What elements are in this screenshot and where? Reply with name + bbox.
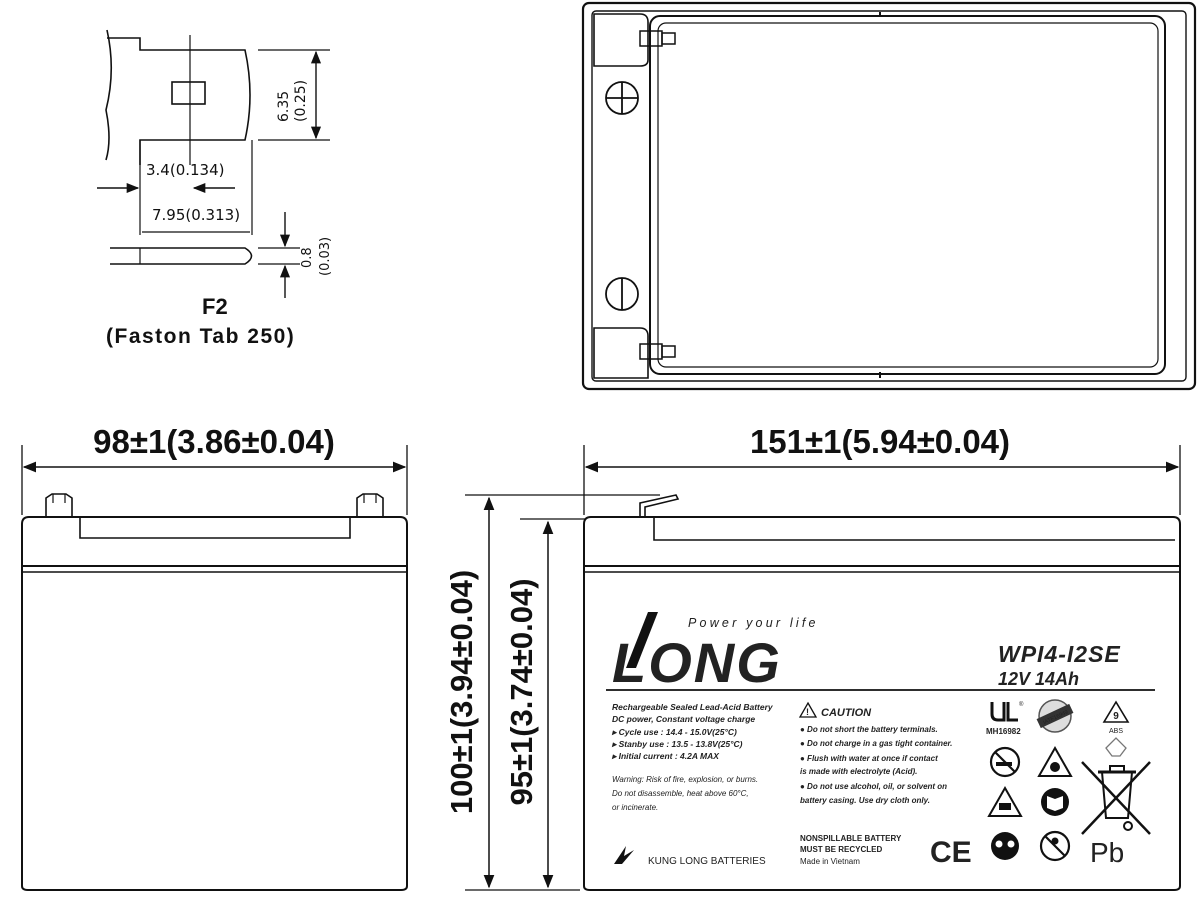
ul-recognized-icon: [992, 701, 1024, 720]
recycle-material: ABS: [1108, 728, 1124, 735]
description-line-1: Rechargeable Sealed Lead-Acid Battery: [612, 702, 773, 712]
recycle-number: 9: [1113, 711, 1119, 722]
explosive-gas-icon: [1039, 748, 1071, 776]
warning-line-1: Warning: Risk of fire, explosion, or burns.: [612, 775, 759, 784]
side-view-case: [22, 566, 407, 890]
case-height-dimension-label: 95±1(3.74±0.04): [504, 578, 539, 806]
side-view-terminal-left: [46, 494, 72, 517]
eye-protection-icon: [991, 832, 1019, 860]
top-view-outer-case: [583, 3, 1195, 389]
brand-tagline: Power your life: [688, 616, 819, 630]
terminal-code-label: F2: [202, 294, 228, 319]
caution-title: CAUTION: [821, 707, 872, 719]
svg-text:®: ®: [1019, 702, 1024, 708]
pb-mark: Pb: [1090, 837, 1125, 868]
keep-from-children-icon: [1041, 832, 1069, 860]
width-dimension-label: 98±1(3.86±0.04): [93, 423, 335, 460]
terminal-thickness-mm-label: 0.8: [300, 247, 315, 268]
kung-long-logo-icon: [614, 846, 634, 864]
ul-code: MH16982: [986, 727, 1021, 736]
caution-item-4: ● Do not use alcohol, oil, or solvent on: [800, 782, 948, 791]
ce-mark: CE: [930, 836, 972, 869]
made-in-line: Made in Vietnam: [800, 857, 860, 866]
caution-item-1: ● Do not short the battery terminals.: [800, 725, 938, 734]
front-view-lid: [584, 517, 1180, 566]
terminal-tab-outline: [107, 38, 250, 165]
terminal-height-in-label: (0.25): [293, 79, 309, 122]
recycle-arrows-icon: [1106, 738, 1126, 756]
caution-item-4b: battery casing. Use dry cloth only.: [800, 796, 930, 805]
battery-rating: 12V 14Ah: [998, 669, 1080, 689]
battery-label: [611, 612, 1150, 869]
spec-standby-use: ▸ Stanby use : 13.5 - 13.8V(25°C): [612, 739, 743, 749]
caution-item-2: ● Do not charge in a gas tight container.: [800, 739, 953, 748]
terminal-height-mm-label: 6.35: [276, 90, 292, 122]
nonspill-line-1: NONSPILLABLE BATTERY: [800, 834, 902, 843]
description-line-2: DC power, Constant voltage charge: [612, 714, 756, 724]
iatf-text: IATF16949: [1042, 709, 1070, 727]
warning-line-2: Do not disassemble, heat above 60°C,: [612, 789, 749, 798]
side-view-terminal-right: [357, 494, 383, 517]
side-view: [22, 445, 407, 890]
spec-cycle-use: ▸ Cycle use : 14.4 - 15.0V(25°C): [612, 727, 737, 737]
terminal-tab-width-label: 7.95(0.313): [152, 206, 241, 224]
terminal-thickness-in-label: (0.03): [318, 236, 333, 276]
corrosive-acid-icon: [989, 788, 1021, 816]
front-view-terminal: [640, 495, 678, 518]
length-dimension-label: 151±1(5.94±0.04): [749, 423, 1011, 460]
top-view-lid-panel: [650, 16, 1165, 374]
svg-text:!: !: [806, 707, 809, 717]
terminal-profile: [110, 248, 252, 264]
caution-item-3: ● Flush with water at once if contact: [800, 754, 938, 763]
terminal-hole-width-label: 3.4(0.134): [146, 161, 225, 179]
crossed-bin-icon: [1082, 762, 1150, 834]
total-height-dimension-label: 100±1(3.94±0.04): [444, 569, 479, 815]
terminal-break-line: [106, 30, 111, 160]
caution-item-3b: is made with electrolyte (Acid).: [800, 767, 918, 776]
terminal-hole: [172, 82, 205, 104]
nonspill-line-2: MUST BE RECYCLED: [800, 845, 883, 854]
top-view: [583, 3, 1195, 389]
warning-line-3: or incinerate.: [612, 803, 659, 812]
recycle-abs-icon: [1104, 702, 1128, 756]
brand-logo: LONG: [612, 631, 782, 694]
read-manual-icon: [1041, 788, 1069, 816]
no-smoking-icon: [991, 748, 1019, 776]
spec-initial-current: ▸ Initial current : 4.2A MAX: [612, 751, 719, 761]
iatf-certification-icon: [1037, 700, 1074, 732]
model-number: WPI4-I2SE: [998, 641, 1121, 667]
footer-brand: KUNG LONG BATTERIES: [648, 856, 766, 867]
terminal-type-label: (Faston Tab 250): [106, 325, 296, 348]
